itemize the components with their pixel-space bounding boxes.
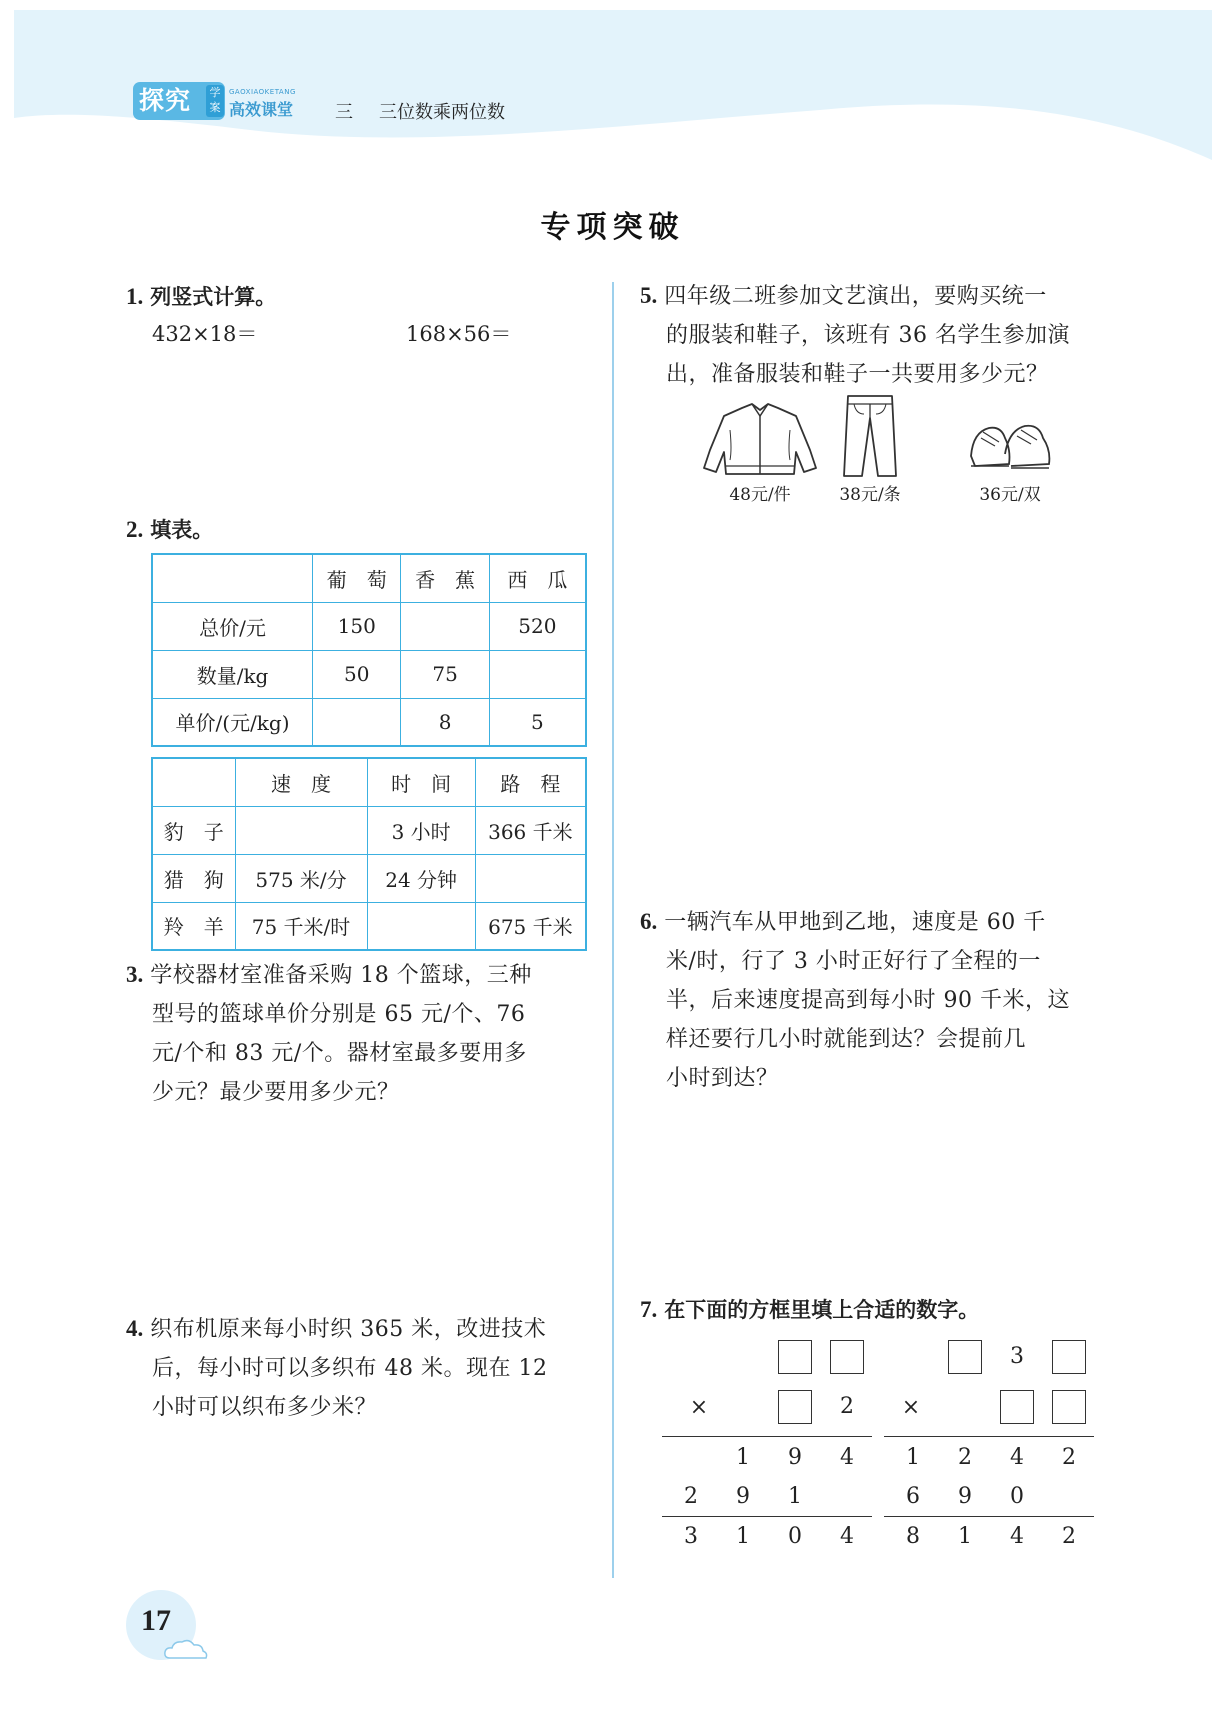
digit: 3 [1010, 1344, 1024, 1369]
table-cell[interactable] [489, 650, 586, 698]
table-row [152, 854, 586, 902]
question-text-line: 织布机原来每小时织 365 米，改进技术 [150, 1317, 547, 1342]
digit: 1 [958, 1524, 972, 1549]
chapter-heading [335, 98, 505, 124]
table-cell: 75 千米/时 [235, 902, 367, 950]
table-cell[interactable] [313, 698, 401, 746]
table-cell[interactable] [475, 854, 586, 902]
table-row [152, 650, 586, 698]
table-cell: 575 米/分 [235, 854, 367, 902]
question-text-line: 后，每小时可以多织布 48 米。现在 12 [152, 1356, 548, 1381]
table-cell: 520 [489, 602, 586, 650]
question-number: 4. [126, 1316, 144, 1341]
item-price: 48元/件 [729, 485, 791, 505]
rule-line [662, 1516, 872, 1517]
table-header-cell: 时 间 [367, 758, 475, 806]
digit: 9 [736, 1484, 750, 1509]
table-cell: 5 [489, 698, 586, 746]
digit: 2 [840, 1394, 854, 1419]
question-number: 5. [640, 283, 658, 308]
page-title: 专项突破 [540, 210, 685, 245]
table-cell: 豹 子 [152, 806, 235, 854]
item-pants [830, 392, 910, 505]
table-header-cell: 葡 萄 [313, 554, 401, 602]
question-7-heading [640, 1290, 979, 1330]
multiply-sign: × [901, 1395, 921, 1420]
chapter-title: 三位数乘两位数 [379, 102, 505, 123]
digit: 0 [1010, 1484, 1024, 1509]
logo [133, 82, 298, 122]
digit: 4 [840, 1445, 854, 1470]
column-divider [612, 282, 614, 1578]
digit: 6 [906, 1484, 920, 1509]
logo-badge: 学案 [206, 85, 224, 117]
digit: 1 [906, 1445, 920, 1470]
question-number: 6. [640, 909, 658, 934]
digit-box[interactable] [1052, 1340, 1086, 1374]
digit-box[interactable] [830, 1340, 864, 1374]
question-text-line: 一辆汽车从甲地到乙地，速度是 60 千 [664, 910, 1046, 935]
jacket-icon [700, 400, 820, 480]
table-header-cell: 路 程 [475, 758, 586, 806]
table-cell: 366 千米 [475, 806, 586, 854]
table-row [152, 902, 586, 950]
question-text-line: 的服装和鞋子，该班有 36 名学生参加演 [666, 323, 1070, 348]
digit: 2 [684, 1484, 698, 1509]
table-cell[interactable] [235, 806, 367, 854]
table-cell: 150 [313, 602, 401, 650]
table-cell: 单价/(元/kg) [152, 698, 313, 746]
digit-box[interactable] [1052, 1390, 1086, 1424]
question-text-line: 米/时，行了 3 小时正好行了全程的一 [666, 949, 1041, 974]
digit: 4 [1010, 1524, 1024, 1549]
chapter-number: 三 [335, 102, 353, 123]
question-1-heading [126, 277, 276, 317]
table-row [152, 602, 586, 650]
table-row [152, 698, 586, 746]
question-text-line: 型号的篮球单价分别是 65 元/个、76 [152, 1002, 526, 1027]
table-header-cell [152, 554, 313, 602]
logo-pinyin: GAOXIAOKETANG [229, 88, 296, 96]
digit: 4 [840, 1524, 854, 1549]
item-price: 36元/双 [979, 485, 1041, 505]
question-4 [126, 1309, 596, 1427]
question-text-line: 小时到达？ [666, 1066, 779, 1091]
expression: 432×18＝ [152, 322, 258, 346]
fruit-table [151, 553, 587, 747]
pants-icon [840, 392, 900, 480]
question-number: 3. [126, 962, 144, 987]
question-heading: 填表。 [150, 518, 214, 542]
digit: 1 [736, 1524, 750, 1549]
item-price: 38元/条 [839, 485, 901, 505]
question-text-line: 学校器材室准备采购 18 个篮球，三种 [150, 963, 532, 988]
table-cell: 3 小时 [367, 806, 475, 854]
clothing-items [700, 400, 1080, 510]
table-cell: 8 [401, 698, 489, 746]
question-number: 1. [126, 284, 144, 309]
digit: 4 [1010, 1445, 1024, 1470]
digit: 2 [1062, 1524, 1076, 1549]
question-6 [640, 902, 1110, 1098]
digit: 3 [684, 1524, 698, 1549]
multiply-sign: × [689, 1395, 709, 1420]
question-2-heading [126, 510, 213, 550]
question-text-line: 出，准备服装和鞋子一共要用多少元？ [666, 362, 1049, 387]
multiplication-puzzles [662, 1330, 1102, 1560]
table-cell: 24 分钟 [367, 854, 475, 902]
digit: 2 [958, 1445, 972, 1470]
table-cell: 50 [313, 650, 401, 698]
digit-box[interactable] [778, 1390, 812, 1424]
rule-line [884, 1436, 1094, 1437]
digit: 9 [788, 1445, 802, 1470]
question-text-line: 样还要行几小时就能到达？会提前几 [666, 1027, 1027, 1052]
question-text-line: 少元？最少要用多少元？ [152, 1080, 400, 1105]
table-row [152, 806, 586, 854]
table-cell: 总价/元 [152, 602, 313, 650]
digit: 2 [1062, 1445, 1076, 1470]
question-text-line: 半，后来速度提高到每小时 90 千米，这 [666, 988, 1070, 1013]
question-number: 2. [126, 517, 144, 542]
question-3 [126, 955, 596, 1112]
question-heading: 列竖式计算。 [150, 285, 277, 309]
question-number: 7. [640, 1297, 658, 1322]
item-shoes [955, 410, 1065, 505]
rule-line [662, 1436, 872, 1437]
rule-line [884, 1516, 1094, 1517]
digit-box[interactable] [1000, 1390, 1034, 1424]
table-header-cell: 速 度 [235, 758, 367, 806]
logo-subtitle: 高效课堂 [229, 100, 294, 119]
page-number: 17 [141, 1604, 171, 1637]
question-text-line: 元/个和 83 元/个。器材室最多要用多 [152, 1041, 527, 1066]
question-text-line: 四年级二班参加文艺演出，要购买统一 [664, 284, 1047, 309]
table-cell: 数量/kg [152, 650, 313, 698]
digit: 9 [958, 1484, 972, 1509]
table-cell[interactable] [367, 902, 475, 950]
table-header-cell [152, 758, 235, 806]
question-heading: 在下面的方框里填上合适的数字。 [664, 1298, 980, 1322]
table-header-cell: 西 瓜 [489, 554, 586, 602]
cloud-icon [162, 1636, 210, 1662]
page-number-badge [126, 1590, 196, 1660]
table-cell: 猎 狗 [152, 854, 235, 902]
speed-table [151, 757, 587, 951]
digit: 8 [906, 1524, 920, 1549]
table-cell: 75 [401, 650, 489, 698]
expression: 168×56＝ [406, 322, 512, 346]
table-cell: 羚 羊 [152, 902, 235, 950]
shoes-icon [965, 410, 1055, 480]
question-text-line: 小时可以织布多少米？ [152, 1395, 378, 1420]
digit: 0 [788, 1524, 802, 1549]
table-cell[interactable] [401, 602, 489, 650]
table-header-cell: 香 蕉 [401, 554, 489, 602]
question-5 [640, 276, 1110, 394]
logo-main: 探究 [133, 82, 225, 120]
item-jacket [700, 400, 820, 505]
digit-box[interactable] [948, 1340, 982, 1374]
table-cell: 675 千米 [475, 902, 586, 950]
digit-box[interactable] [778, 1340, 812, 1374]
digit: 1 [788, 1484, 802, 1509]
digit: 1 [736, 1445, 750, 1470]
